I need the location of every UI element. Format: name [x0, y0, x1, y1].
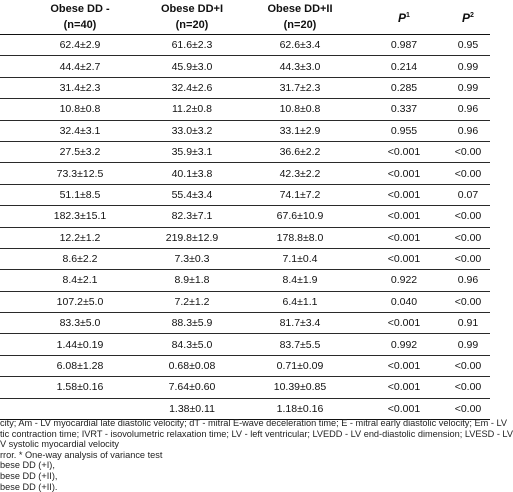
cell-obese-dd-i: 32.4±2.6 [146, 77, 238, 98]
header-row [0, 0, 490, 35]
table-row [0, 398, 490, 419]
header-obese-dd-ii-n: (n=20) [283, 19, 317, 31]
cell-p1: <0.001 [362, 313, 446, 334]
cell-p1: 0.337 [362, 99, 446, 120]
cell-obese-dd-ii: 42.3±2.2 [238, 163, 362, 184]
cell-p2: 0.99 [446, 334, 490, 355]
row-label-cell [0, 270, 14, 291]
cell-p2: 0.99 [446, 77, 490, 98]
row-label-cell [0, 184, 14, 205]
cell-obese-dd-ii: 36.6±2.2 [238, 141, 362, 162]
cell-obese-dd-ii: 10.8±0.8 [238, 99, 362, 120]
header-obese-dd-minus-title: Obese DD - [50, 3, 110, 15]
cell-p1: <0.001 [362, 377, 446, 398]
header-obese-dd-minus [14, 0, 146, 35]
cell-obese-dd-minus: 62.4±2.9 [14, 35, 146, 56]
table-body [0, 35, 490, 420]
cell-obese-dd-minus: 1.58±0.16 [14, 377, 146, 398]
header-p2 [446, 0, 490, 35]
cell-obese-dd-i: 45.9±3.0 [146, 56, 238, 77]
table-row [0, 120, 490, 141]
footnote-line: rror. * One-way analysis of variance test [0, 449, 163, 460]
table-row [0, 163, 490, 184]
cell-obese-dd-ii: 81.7±3.4 [238, 313, 362, 334]
row-label-cell [0, 141, 14, 162]
table-row [0, 227, 490, 248]
cell-obese-dd-i: 33.0±3.2 [146, 120, 238, 141]
cell-obese-dd-minus: 182.3±15.1 [14, 206, 146, 227]
cell-obese-dd-minus: 44.4±2.7 [14, 56, 146, 77]
row-label-cell [0, 56, 14, 77]
cell-p1: <0.001 [362, 355, 446, 376]
cell-obese-dd-i: 1.38±0.11 [146, 398, 238, 419]
row-label-cell [0, 313, 14, 334]
cell-obese-dd-i: 7.64±0.60 [146, 377, 238, 398]
header-obese-dd-ii-title: Obese DD+II [267, 3, 333, 15]
cell-p1: <0.001 [362, 398, 446, 419]
cell-obese-dd-i: 219.8±12.9 [146, 227, 238, 248]
table-row [0, 56, 490, 77]
footnote-line: tic contraction time; IVRT - isovolumetric relaxation time; LV - left ventricular; LVEDD - LV end-diastolic dimension; LVESD - LV [0, 428, 513, 439]
row-label-cell [0, 355, 14, 376]
cell-obese-dd-ii: 0.71±0.09 [238, 355, 362, 376]
row-label-cell [0, 227, 14, 248]
footnote-line: V systolic myocardial velocity [0, 439, 119, 450]
table-header [0, 0, 490, 35]
cell-p1: 0.992 [362, 334, 446, 355]
cell-p2: <0.00 [446, 227, 490, 248]
cell-p1: 0.987 [362, 35, 446, 56]
cell-obese-dd-ii: 83.7±5.5 [238, 334, 362, 355]
cell-obese-dd-ii: 33.1±2.9 [238, 120, 362, 141]
header-p2-sup: 2 [470, 12, 474, 19]
cell-p1: <0.001 [362, 248, 446, 269]
cell-p1: 0.214 [362, 56, 446, 77]
cell-p2: 0.96 [446, 270, 490, 291]
footnote-line: city; Am - LV myocardial late diastolic velocity; dT - mitral E-wave deceleration time; E - mitral early diastolic velocity; Em - LV [0, 418, 508, 428]
cell-obese-dd-ii: 178.8±8.0 [238, 227, 362, 248]
table-row [0, 291, 490, 312]
cell-obese-dd-i: 11.2±0.8 [146, 99, 238, 120]
row-label-cell [0, 163, 14, 184]
cell-obese-dd-i: 8.9±1.8 [146, 270, 238, 291]
row-label-cell [0, 77, 14, 98]
header-label-column [0, 0, 14, 35]
cell-p2: <0.00 [446, 206, 490, 227]
header-obese-dd-i [146, 0, 238, 35]
table-row [0, 270, 490, 291]
cell-obese-dd-ii: 44.3±3.0 [238, 56, 362, 77]
header-p1-label: P [398, 11, 407, 25]
row-label-cell [0, 334, 14, 355]
cell-obese-dd-i: 40.1±3.8 [146, 163, 238, 184]
cell-p1: <0.001 [362, 206, 446, 227]
table-row [0, 334, 490, 355]
row-label-cell [0, 291, 14, 312]
cell-obese-dd-minus: 83.3±5.0 [14, 313, 146, 334]
row-label-cell [0, 377, 14, 398]
table-row [0, 77, 490, 98]
table-row [0, 248, 490, 269]
cell-obese-dd-i: 7.2±1.2 [146, 291, 238, 312]
cell-p2: <0.00 [446, 355, 490, 376]
cell-obese-dd-minus: 107.2±5.0 [14, 291, 146, 312]
cell-obese-dd-i: 7.3±0.3 [146, 248, 238, 269]
footnote-line: bese DD (+I), [0, 460, 55, 471]
cell-p2: <0.00 [446, 398, 490, 419]
cell-obese-dd-i: 35.9±3.1 [146, 141, 238, 162]
table-footnotes [0, 418, 513, 492]
cell-p1: 0.922 [362, 270, 446, 291]
cell-p2: <0.00 [446, 141, 490, 162]
cell-obese-dd-minus: 27.5±3.2 [14, 141, 146, 162]
cell-p1: <0.001 [362, 163, 446, 184]
table-row [0, 99, 490, 120]
cell-obese-dd-i: 82.3±7.1 [146, 206, 238, 227]
cell-obese-dd-minus: 31.4±2.3 [14, 77, 146, 98]
row-label-cell [0, 35, 14, 56]
row-label-cell [0, 99, 14, 120]
header-p1-sup: 1 [406, 12, 410, 19]
cell-p1: <0.001 [362, 184, 446, 205]
cell-p2: 0.07 [446, 184, 490, 205]
row-label-cell [0, 248, 14, 269]
cell-obese-dd-minus: 8.6±2.2 [14, 248, 146, 269]
row-label-cell [0, 120, 14, 141]
cell-p1: 0.285 [362, 77, 446, 98]
cell-obese-dd-i: 0.68±0.08 [146, 355, 238, 376]
table-row [0, 141, 490, 162]
header-p1 [362, 0, 446, 35]
header-p2-label: P [462, 11, 471, 25]
cell-obese-dd-minus: 1.44±0.19 [14, 334, 146, 355]
cell-obese-dd-ii: 1.18±0.16 [238, 398, 362, 419]
cell-obese-dd-ii: 31.7±2.3 [238, 77, 362, 98]
row-label-cell [0, 398, 14, 419]
row-label-cell [0, 206, 14, 227]
table-row [0, 184, 490, 205]
cell-obese-dd-minus: 12.2±1.2 [14, 227, 146, 248]
cell-p1: 0.955 [362, 120, 446, 141]
cell-obese-dd-ii: 6.4±1.1 [238, 291, 362, 312]
cell-obese-dd-minus [14, 398, 146, 419]
cell-p2: 0.99 [446, 56, 490, 77]
table-row [0, 35, 490, 56]
cell-p2: 0.95 [446, 35, 490, 56]
cell-obese-dd-minus: 6.08±1.28 [14, 355, 146, 376]
cell-obese-dd-i: 88.3±5.9 [146, 313, 238, 334]
cell-p2: <0.00 [446, 163, 490, 184]
table-row [0, 377, 490, 398]
cell-p2: 0.96 [446, 120, 490, 141]
cell-p2: <0.00 [446, 248, 490, 269]
cell-p2: 0.96 [446, 99, 490, 120]
cell-obese-dd-minus: 32.4±3.1 [14, 120, 146, 141]
cell-p1: <0.001 [362, 227, 446, 248]
footnote-line: bese DD (+II). [0, 481, 58, 492]
cell-p2: <0.00 [446, 377, 490, 398]
footnote-line: bese DD (+II), [0, 470, 58, 481]
cell-p1: <0.001 [362, 141, 446, 162]
cell-obese-dd-minus: 10.8±0.8 [14, 99, 146, 120]
table-row [0, 355, 490, 376]
cell-p1: 0.040 [362, 291, 446, 312]
cell-obese-dd-ii: 74.1±7.2 [238, 184, 362, 205]
cell-obese-dd-i: 61.6±2.3 [146, 35, 238, 56]
cell-obese-dd-ii: 62.6±3.4 [238, 35, 362, 56]
cell-obese-dd-minus: 8.4±2.1 [14, 270, 146, 291]
cell-obese-dd-i: 55.4±3.4 [146, 184, 238, 205]
cell-obese-dd-ii: 10.39±0.85 [238, 377, 362, 398]
header-obese-dd-i-n: (n=20) [175, 19, 209, 31]
cell-p2: 0.91 [446, 313, 490, 334]
cell-obese-dd-i: 84.3±5.0 [146, 334, 238, 355]
cell-obese-dd-ii: 67.6±10.9 [238, 206, 362, 227]
cell-obese-dd-minus: 51.1±8.5 [14, 184, 146, 205]
table-row [0, 206, 490, 227]
header-obese-dd-i-title: Obese DD+I [160, 3, 224, 15]
cell-obese-dd-ii: 7.1±0.4 [238, 248, 362, 269]
header-obese-dd-ii [238, 0, 362, 35]
cell-obese-dd-minus: 73.3±12.5 [14, 163, 146, 184]
cell-obese-dd-ii: 8.4±1.9 [238, 270, 362, 291]
header-obese-dd-minus-n: (n=40) [63, 19, 97, 31]
table-row [0, 313, 490, 334]
cell-p2: <0.00 [446, 291, 490, 312]
